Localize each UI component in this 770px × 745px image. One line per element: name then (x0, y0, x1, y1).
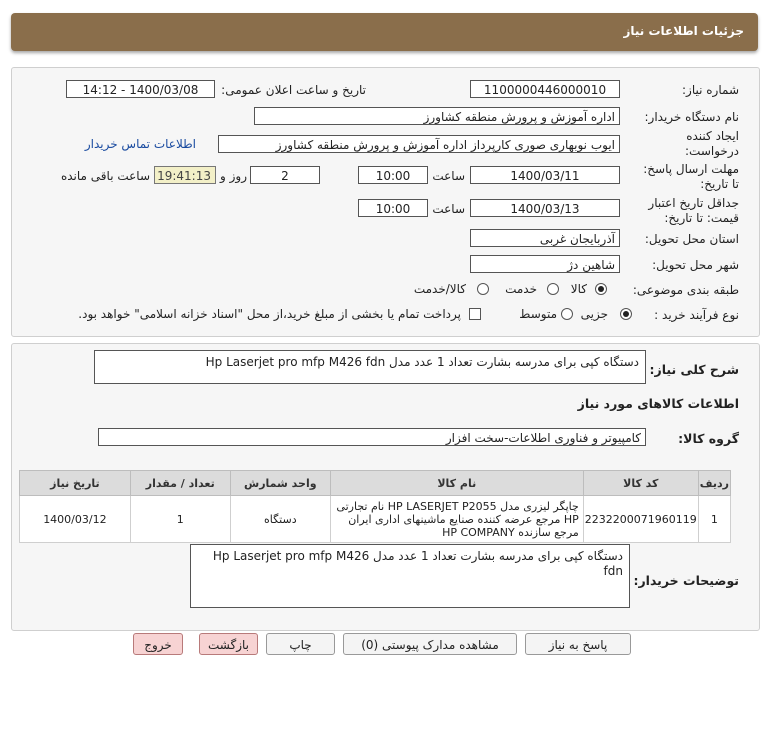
validity-time-label: ساعت (432, 202, 465, 216)
goods-table (19, 470, 731, 543)
col-row: ردیف (698, 471, 730, 496)
city-field: شاهین دژ (470, 255, 620, 273)
validity-label-1: جداقل تاریخ اعتبار (648, 196, 739, 210)
category-radio-goods-service[interactable] (477, 283, 489, 295)
process-option-minor: جزیی (580, 307, 608, 321)
deadline-date-field: 1400/03/11 (470, 166, 620, 184)
buyer-org-label: نام دستگاه خریدار: (644, 110, 739, 124)
process-label: نوع فرآیند خرید : (654, 308, 739, 322)
table-row (20, 496, 731, 543)
col-qty: تعداد / مقدار (130, 471, 230, 496)
page-header (11, 13, 758, 51)
category-label: طبقه بندی موضوعی: (632, 283, 739, 297)
deadline-label-1: مهلت ارسال پاسخ: (643, 162, 739, 176)
remaining-label: ساعت باقی مانده (60, 169, 150, 183)
cell-unit: دستگاه (230, 496, 330, 543)
col-unit: واحد شمارش (230, 471, 330, 496)
province-label: استان محل تحویل: (644, 232, 739, 246)
print-button[interactable]: چاپ (266, 633, 335, 655)
announce-label: تاریخ و ساعت اعلان عمومی: (221, 83, 366, 97)
payment-note: پرداخت تمام یا بخشی از مبلغ خرید،از محل "اسناد خزانه اسلامی" خواهد بود. (78, 307, 461, 321)
summary-text: دستگاه کپی برای مدرسه بشارت تعداد 1 عدد مدل Hp Laserjet pro mfp M426 fdn (205, 355, 639, 369)
days-field: 2 (250, 166, 320, 184)
category-option-goods-service: کالا/خدمت (413, 282, 466, 296)
remaining-time-field: 19:41:13 (154, 166, 216, 184)
deadline-time-label: ساعت (432, 169, 465, 183)
process-radio-medium[interactable] (561, 308, 573, 320)
buyer-org-field: اداره آموزش و پرورش منطقه کشاورز (254, 107, 620, 125)
cell-name: چاپگر لیزری مدل HP LASERJET P2055 نام تجارتی HP مرجع عرضه کننده صنایع ماشینهای اداری ایران مرجع سازنده HP COMPANY (330, 496, 583, 543)
cell-row: 1 (698, 496, 730, 543)
col-code: کد کالا (583, 471, 698, 496)
buyer-contact-link[interactable]: اطلاعات تماس خریدار (84, 137, 196, 151)
process-radio-minor[interactable] (620, 308, 632, 320)
category-radio-goods[interactable] (595, 283, 607, 295)
creator-label-2: درخواست: (685, 144, 739, 158)
cell-date: 1400/03/12 (20, 496, 131, 543)
buyer-notes-label: توضیحات خریدار: (633, 573, 739, 588)
treasury-payment-checkbox[interactable] (469, 308, 481, 320)
need-number-field: 1100000446000010 (470, 80, 620, 98)
category-option-goods: کالا (570, 282, 587, 296)
buyer-notes-box (190, 544, 630, 608)
goods-info-title: اطلاعات کالاهای مورد نیاز (577, 396, 739, 411)
goods-table-header (20, 471, 731, 496)
col-date: تاریخ نیاز (20, 471, 131, 496)
days-label: روز و (220, 169, 247, 183)
creator-field: ایوب نوبهاری صوری کارپرداز اداره آموزش و پرورش منطقه کشاورز (218, 135, 620, 153)
category-radio-service[interactable] (547, 283, 559, 295)
city-label: شهر محل تحویل: (652, 258, 739, 272)
process-option-medium: متوسط (519, 307, 557, 321)
attachments-button[interactable]: مشاهده مدارک پیوستی (0) (343, 633, 517, 655)
goods-group-label: گروه کالا: (678, 431, 739, 446)
cell-code: 2232200071960119 (583, 496, 698, 543)
validity-date-field: 1400/03/13 (470, 199, 620, 217)
announce-datetime-field: 1400/03/08 - 14:12 (66, 80, 215, 98)
col-name: نام کالا (330, 471, 583, 496)
back-button[interactable]: بازگشت (199, 633, 258, 655)
category-option-service: خدمت (505, 282, 537, 296)
deadline-label-2: تا تاریخ: (700, 177, 739, 191)
validity-time-field: 10:00 (358, 199, 428, 217)
validity-label-2: قیمت: تا تاریخ: (664, 211, 739, 225)
page-title: جزئیات اطلاعات نیاز (623, 24, 744, 38)
reply-button[interactable]: پاسخ به نیاز (525, 633, 631, 655)
province-field: آذربایجان غربی (470, 229, 620, 247)
summary-box (94, 350, 646, 384)
cell-qty: 1 (130, 496, 230, 543)
buyer-notes-text: دستگاه کپی برای مدرسه بشارت تعداد 1 عدد مدل Hp Laserjet pro mfp M426 fdn (212, 549, 623, 578)
exit-button[interactable]: خروج (133, 633, 183, 655)
summary-label: شرح کلی نیاز: (649, 362, 739, 377)
creator-label-1: ایجاد کننده (686, 129, 739, 143)
goods-group-field: کامپیوتر و فناوری اطلاعات-سخت افزار (98, 428, 646, 446)
need-number-label: شماره نیاز: (682, 83, 739, 97)
deadline-time-field: 10:00 (358, 166, 428, 184)
